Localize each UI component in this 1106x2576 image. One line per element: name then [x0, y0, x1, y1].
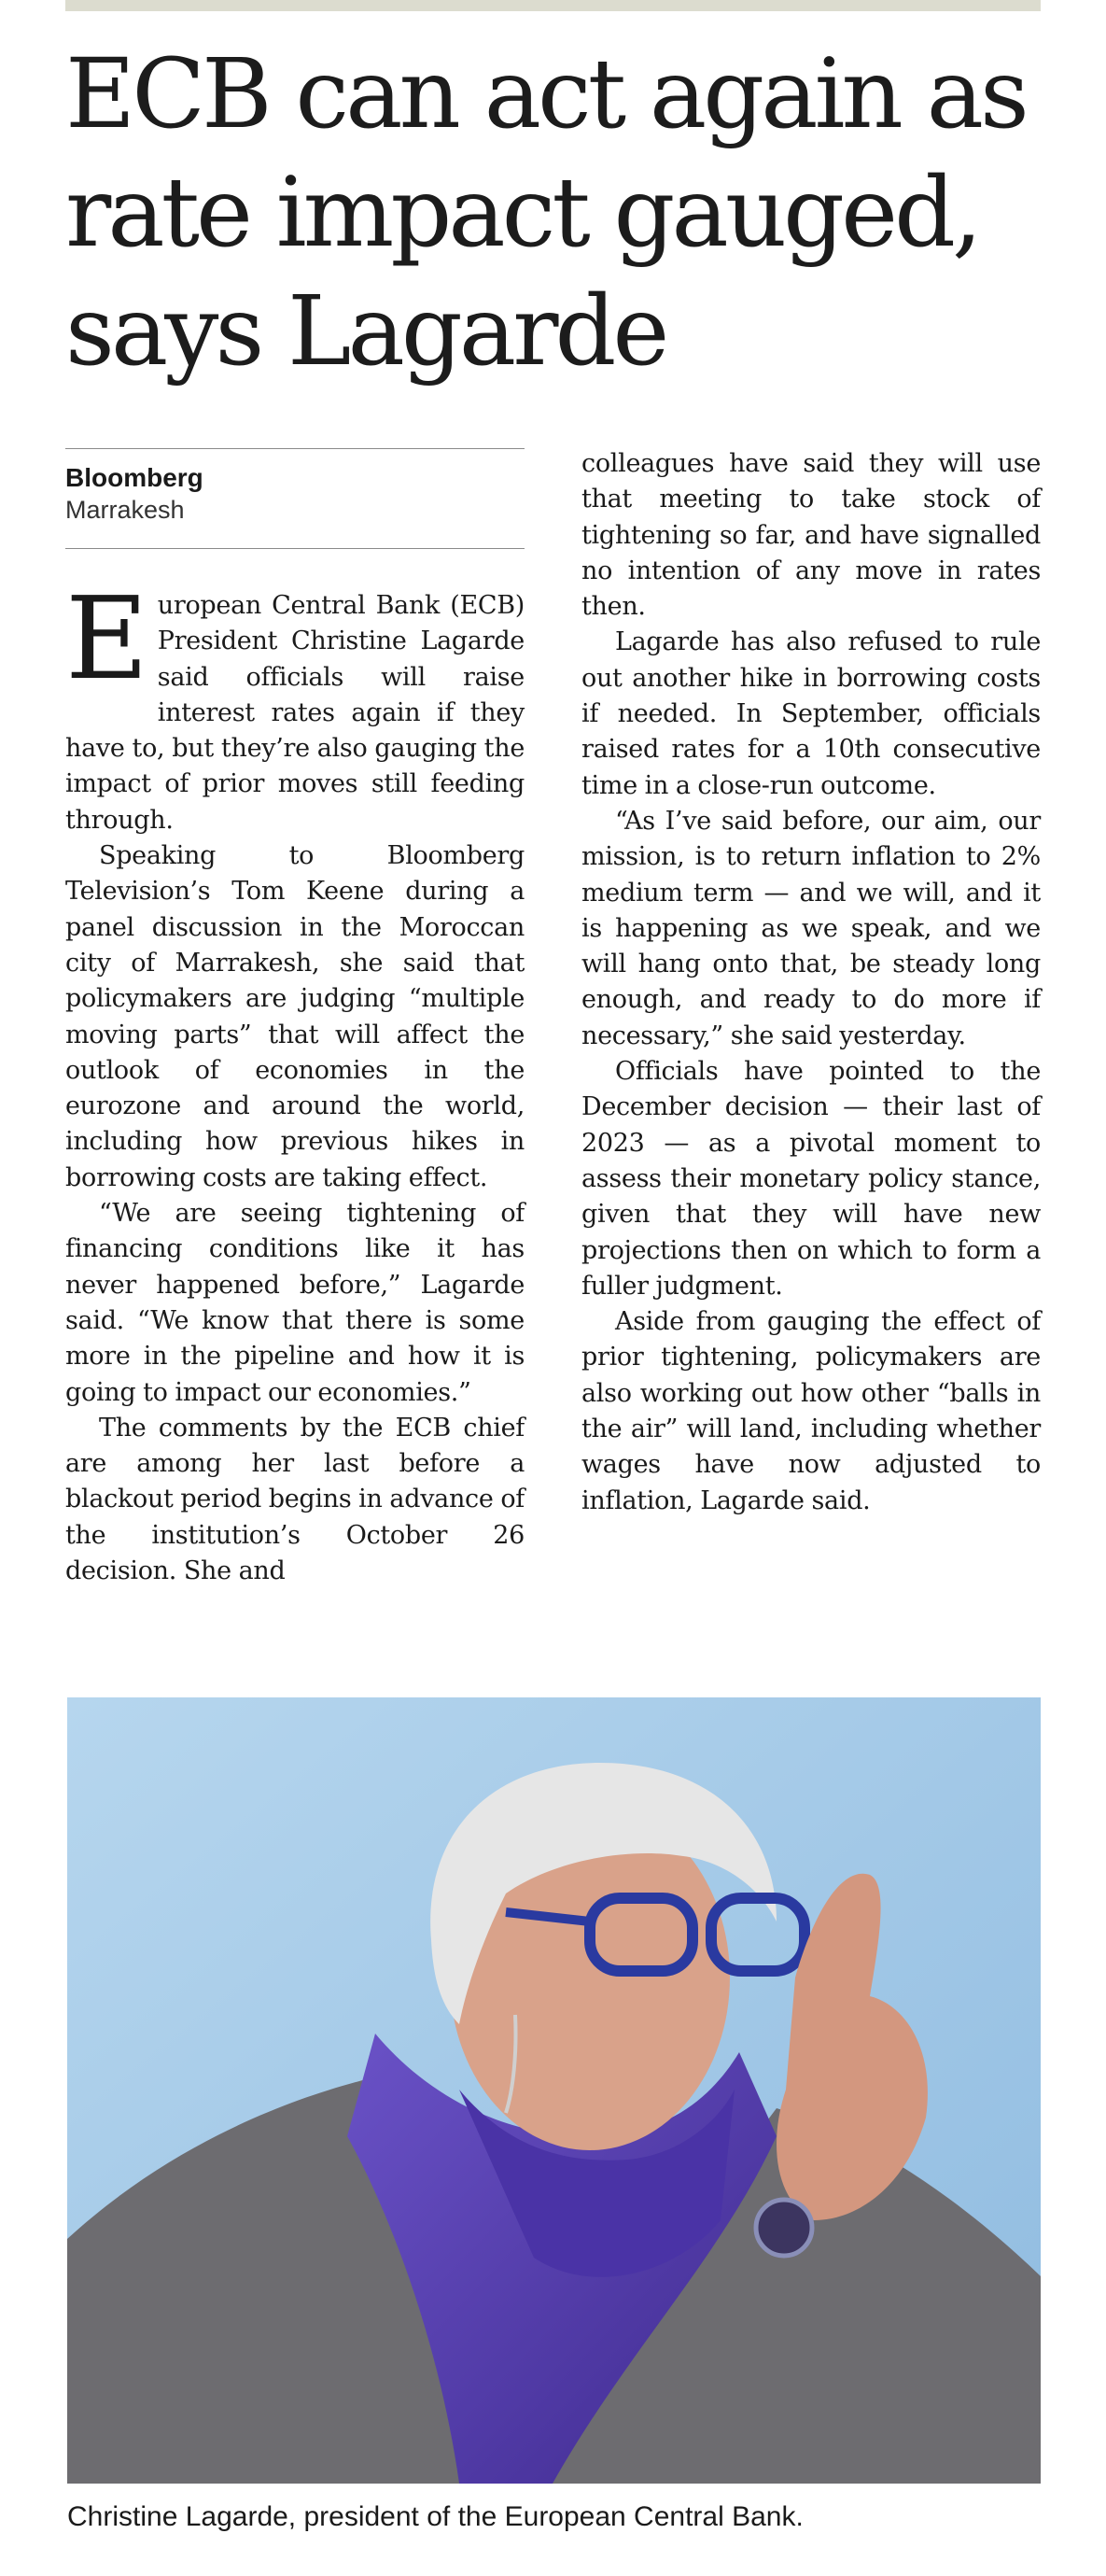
- paragraph: Lagarde has also refused to rule out another hike in borrowing costs if needed. In September, officials raised rates for a 10th consecutive time in a close-run outcome.: [581, 627, 1041, 800]
- byline-source: Bloomberg: [65, 463, 203, 492]
- photo-caption: Christine Lagarde, president of the European Central Bank.: [67, 2501, 804, 2532]
- article-column-right: [581, 446, 1041, 1519]
- paragraph-text: uropean Central Bank (ECB) President Christine Lagarde said officials will raise interest rates again if they have to, but they’re also gauging the impact of prior moves still feeding through.: [65, 591, 525, 835]
- paragraph: “We are seeing tightening of financing conditions like it has never happened before,” Lagarde said. “We know that there is some more in the pipeline and how it is going to impact our economies.”: [65, 1199, 525, 1407]
- paragraph: The comments by the ECB chief are among her last before a blackout period begins in advance of the institution’s October 26 decision. She and: [65, 1413, 525, 1586]
- paragraph: [65, 572, 525, 838]
- paragraph: Aside from gauging the effect of prior tightening, policymakers are also working out how other “balls in the air” will land, including whether wages have now adjusted to inflation, Lagarde said.: [581, 1307, 1041, 1515]
- article-photo: [67, 1697, 1041, 2484]
- headline: ECB can act again as rate impact gauged, says Lagarde: [65, 38, 1026, 387]
- paragraph: Speaking to Bloomberg Television’s Tom Keene during a panel discussion in the Moroccan city of Marrakesh, she said that policymakers are judging “multiple moving parts” that will affect the outlook of economies in the eurozone and around the world, including how previous hikes in borrowing costs are taking effect.: [65, 841, 525, 1192]
- byline-location: Marrakesh: [65, 496, 185, 524]
- paragraph: colleagues have said they will use that meeting to take stock of tightening so far, and have signalled no intention of any move in rates then.: [581, 449, 1041, 622]
- byline: [65, 448, 525, 549]
- brooch-shape: [756, 2200, 812, 2256]
- portrait-illustration: [67, 1697, 1041, 2484]
- drop-cap: E: [65, 572, 148, 705]
- paragraph: “As I’ve said before, our aim, our mission, is to return inflation to 2% medium term — and we will, and it is happening as we speak, and we will hang onto that, be steady long enough, and ready to do more if necessary,” she said yesterday.: [581, 806, 1041, 1050]
- article-column-left: [65, 572, 525, 1589]
- paragraph: Officials have pointed to the December decision — their last of 2023 — as a pivotal moment to assess their monetary policy stance, given that they will have new projections then on which to form a fuller judgment.: [581, 1057, 1041, 1301]
- top-rule: [65, 0, 1041, 11]
